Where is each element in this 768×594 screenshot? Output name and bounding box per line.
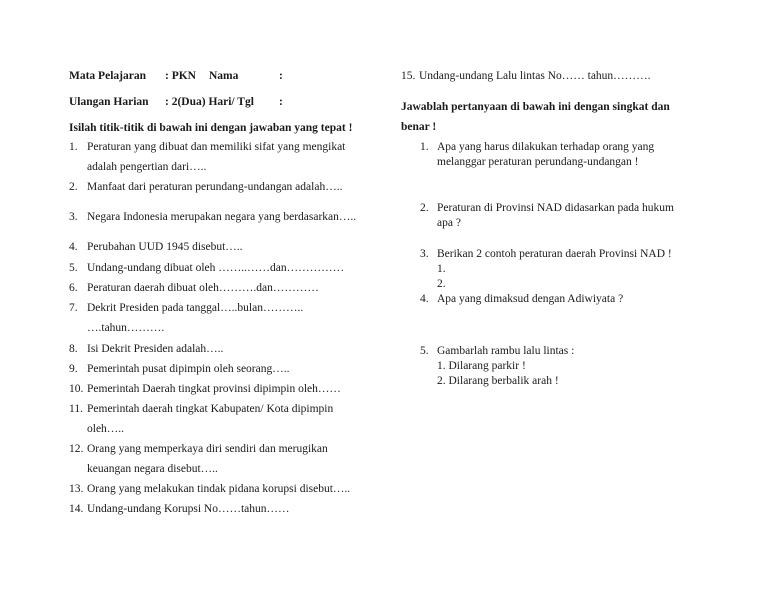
answer-line-number: 1. [437, 263, 446, 275]
question-number: 1. [69, 141, 78, 153]
question-number: 5. [420, 345, 429, 357]
question-number: 14. [69, 503, 84, 515]
question-text: Orang yang memperkaya diri sendiri dan merugikan [87, 443, 328, 455]
question-text: Berikan 2 contoh peraturan daerah Provinsi NAD ! [437, 248, 672, 260]
question-number: 4. [420, 293, 429, 305]
question-number: 4. [69, 241, 78, 253]
question-text: Undang-undang dibuat oleh ……..……dan…………… [87, 262, 345, 274]
question-number: 13. [69, 483, 84, 495]
question-text: Orang yang melakukan tindak pidana korupsi disebut….. [87, 483, 351, 495]
question-number: 10. [69, 383, 84, 395]
question-text: Manfaat dari peraturan perundang-undangan adalah….. [87, 181, 343, 193]
question-text: Pemerintah daerah tingkat Kabupaten/ Kota dipimpin [87, 403, 334, 415]
question-text: apa ? [437, 217, 461, 229]
question-number: 6. [69, 282, 78, 294]
question-number: 5. [69, 262, 78, 274]
question-text: Negara Indonesia merupakan negara yang berdasarkan….. [87, 211, 357, 223]
question-text: Apa yang harus dilakukan terhadap orang yang [437, 141, 655, 153]
ulangan-label: Ulangan Harian [69, 96, 149, 108]
question-text: Perubahan UUD 1945 disebut….. [87, 241, 243, 253]
question-text: Pemerintah pusat dipimpin oleh seorang….. [87, 363, 290, 375]
question-number: 3. [69, 211, 78, 223]
hari-colon: : [279, 96, 283, 108]
question-text: Undang-undang Lalu lintas No…… tahun………. [419, 70, 651, 82]
question-number: 7. [69, 302, 78, 314]
question-number: 12. [69, 443, 84, 455]
question-number: 9. [69, 363, 78, 375]
question-number: 2. [420, 202, 429, 214]
nama-label: Nama [209, 70, 239, 82]
mata-pelajaran-label: Mata Pelajaran [69, 70, 146, 82]
question-text: Isi Dekrit Presiden adalah….. [87, 343, 224, 355]
question-text: Peraturan daerah dibuat oleh……….dan………… [87, 282, 319, 294]
section1-instruction: Isilah titik-titik di bawah ini dengan jawaban yang tepat ! [69, 122, 353, 134]
question-text: ….tahun………. [87, 322, 165, 334]
question-text: keuangan negara disebut….. [87, 463, 218, 475]
question-text: Peraturan di Provinsi NAD didasarkan pada hukum [437, 202, 674, 214]
question-text: Gambarlah rambu lalu lintas : [437, 345, 575, 357]
sub-item: 2. Dilarang berbalik arah ! [437, 375, 559, 387]
question-number: 2. [69, 181, 78, 193]
mata-pelajaran-value: : PKN [165, 70, 196, 82]
question-text: Peraturan yang dibuat dan memiliki sifat yang mengikat [87, 141, 346, 153]
question-number: 3. [420, 248, 429, 260]
ulangan-value: : 2(Dua) Hari/ Tgl [165, 96, 254, 108]
section2-instruction: benar ! [401, 121, 437, 133]
section2-instruction: Jawablah pertanyaan di bawah ini dengan singkat dan [401, 101, 670, 113]
nama-colon: : [279, 70, 283, 82]
question-number: 15. [401, 70, 416, 82]
question-text: oleh….. [87, 423, 125, 435]
question-text: adalah pengertian dari….. [87, 161, 207, 173]
sub-item: 1. Dilarang parkir ! [437, 360, 526, 372]
question-text: Pemerintah Daerah tingkat provinsi dipimpin oleh…… [87, 383, 341, 395]
question-number: 11. [69, 403, 83, 415]
question-text: Apa yang dimaksud dengan Adiwiyata ? [437, 293, 624, 305]
question-text: melanggar peraturan perundang-undangan ! [437, 156, 639, 168]
question-number: 8. [69, 343, 78, 355]
answer-line-number: 2. [437, 278, 446, 290]
question-number: 1. [420, 141, 429, 153]
question-text: Undang-undang Korupsi No……tahun…… [87, 503, 290, 515]
question-text: Dekrit Presiden pada tanggal…..bulan……….. [87, 302, 304, 314]
